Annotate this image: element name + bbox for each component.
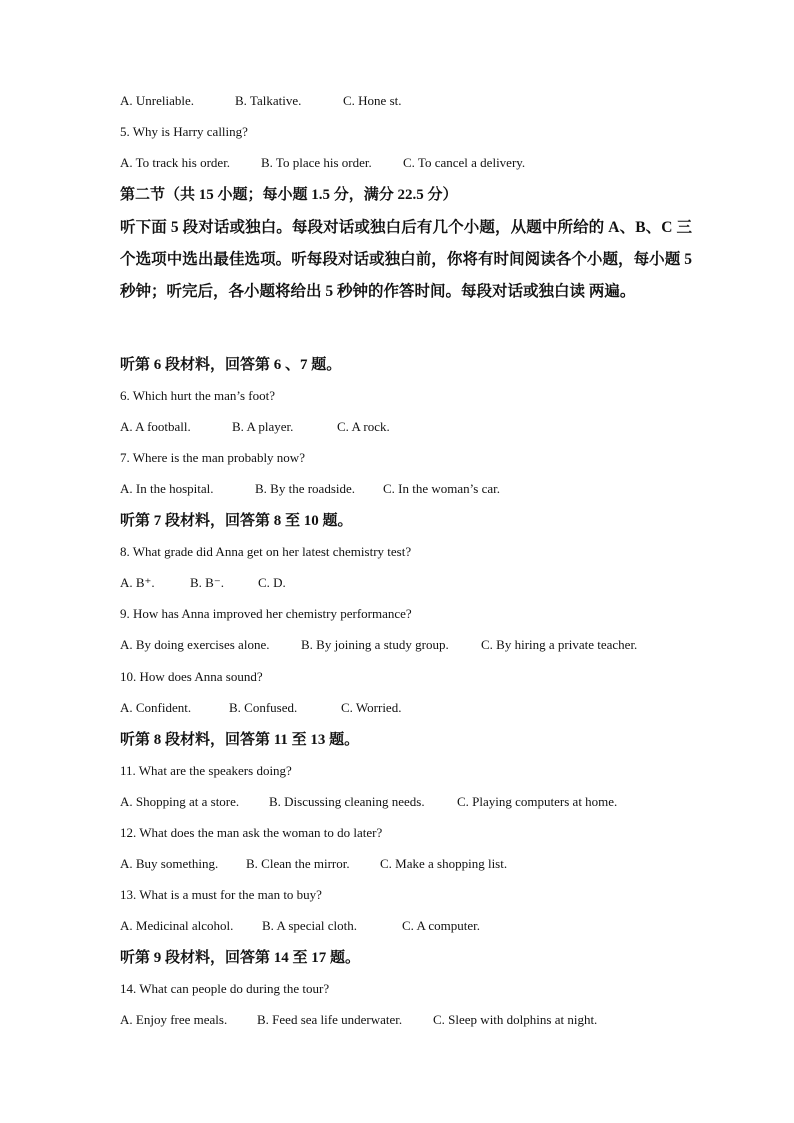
q7-option-b: B. By the roadside. <box>255 481 356 496</box>
q14-option-c: C. Sleep with dolphins at night. <box>433 1012 598 1027</box>
q10-option-c: C. Worried. <box>341 700 402 715</box>
q12-option-c: C. Make a shopping list. <box>380 856 508 871</box>
q10-question: 10. How does Anna sound? <box>120 669 263 684</box>
q5-options <box>120 155 525 171</box>
material-8-heading: 听第 8 段材料，回答第 11 至 13 题。 <box>120 732 360 748</box>
q4-option-a: A. Unreliable. <box>120 93 195 108</box>
q13-option-c: C. A computer. <box>402 918 480 933</box>
q9-question: 9. How has Anna improved her chemistry performance? <box>120 606 412 621</box>
material-6-heading: 听第 6 段材料，回答第 6 、7 题。 <box>120 357 342 373</box>
section-instructions: 听下面 5 段对话或独白。每段对话或独白后有几个小题，从题中所给的 A、B、C 三个选项中选出最佳选项。听每段对话或独白前，你将有时间阅读各个小题，每小题 5 秒钟；听完后，各小题将给出 5 秒钟的作答时间。每段对话或独白读 两遍。 <box>120 219 692 300</box>
q8-options <box>120 575 286 591</box>
q8-question: 8. What grade did Anna get on her latest chemistry test? <box>120 544 412 559</box>
q6-option-c: C. A rock. <box>337 419 390 434</box>
q4-option-b: B. Talkative. <box>235 93 302 108</box>
q5-option-c: C. To cancel a delivery. <box>403 155 526 170</box>
q10-option-b: B. Confused. <box>229 700 298 715</box>
q13-option-b: B. A special cloth. <box>262 918 357 933</box>
q6-options <box>120 419 390 435</box>
q11-option-c: C. Playing computers at home. <box>457 794 618 809</box>
q14-option-b: B. Feed sea life underwater. <box>257 1012 403 1027</box>
q14-options <box>120 1012 597 1028</box>
q8-option-a: A. B⁺. <box>120 575 155 590</box>
q11-option-b: B. Discussing cleaning needs. <box>269 794 425 809</box>
q11-option-a: A. Shopping at a store. <box>120 794 240 809</box>
material-7-heading: 听第 7 段材料，回答第 8 至 10 题。 <box>120 513 353 529</box>
q11-options <box>120 794 617 810</box>
q9-option-a: A. By doing exercises alone. <box>120 637 270 652</box>
q7-option-c: C. In the woman’s car. <box>383 481 500 496</box>
section-title: 第二节（共 15 小题；每小题 1.5 分，满分 22.5 分） <box>120 187 458 203</box>
q10-option-a: A. Confident. <box>120 700 192 715</box>
q11-question: 11. What are the speakers doing? <box>120 763 292 778</box>
q14-question: 14. What can people do during the tour? <box>120 981 330 996</box>
q12-question: 12. What does the man ask the woman to do later? <box>120 825 383 840</box>
material-9-heading: 听第 9 段材料，回答第 14 至 17 题。 <box>120 950 361 966</box>
q6-option-a: A. A football. <box>120 419 191 434</box>
q7-options <box>120 481 500 497</box>
q6-question: 6. Which hurt the man’s foot? <box>120 388 276 403</box>
q10-options <box>120 700 401 716</box>
q14-option-a: A. Enjoy free meals. <box>120 1012 228 1027</box>
q6-option-b: B. A player. <box>232 419 294 434</box>
q12-option-b: B. Clean the mirror. <box>246 856 350 871</box>
q12-option-a: A. Buy something. <box>120 856 219 871</box>
q5-option-a: A. To track his order. <box>120 155 231 170</box>
q7-option-a: A. In the hospital. <box>120 481 214 496</box>
q8-option-c: C. D. <box>258 575 286 590</box>
q13-option-a: A. Medicinal alcohol. <box>120 918 234 933</box>
q13-options <box>120 918 480 934</box>
q13-question: 13. What is a must for the man to buy? <box>120 887 322 902</box>
q9-option-c: C. By hiring a private teacher. <box>481 637 638 652</box>
q8-option-b: B. B⁻. <box>190 575 224 590</box>
q7-question: 7. Where is the man probably now? <box>120 450 305 465</box>
q9-option-b: B. By joining a study group. <box>301 637 449 652</box>
q5-question: 5. Why is Harry calling? <box>120 124 248 139</box>
q9-options <box>120 637 637 653</box>
q5-option-b: B. To place his order. <box>261 155 372 170</box>
q12-options <box>120 856 507 872</box>
q4-options <box>120 93 402 109</box>
q4-option-c: C. Hone st. <box>343 93 402 108</box>
